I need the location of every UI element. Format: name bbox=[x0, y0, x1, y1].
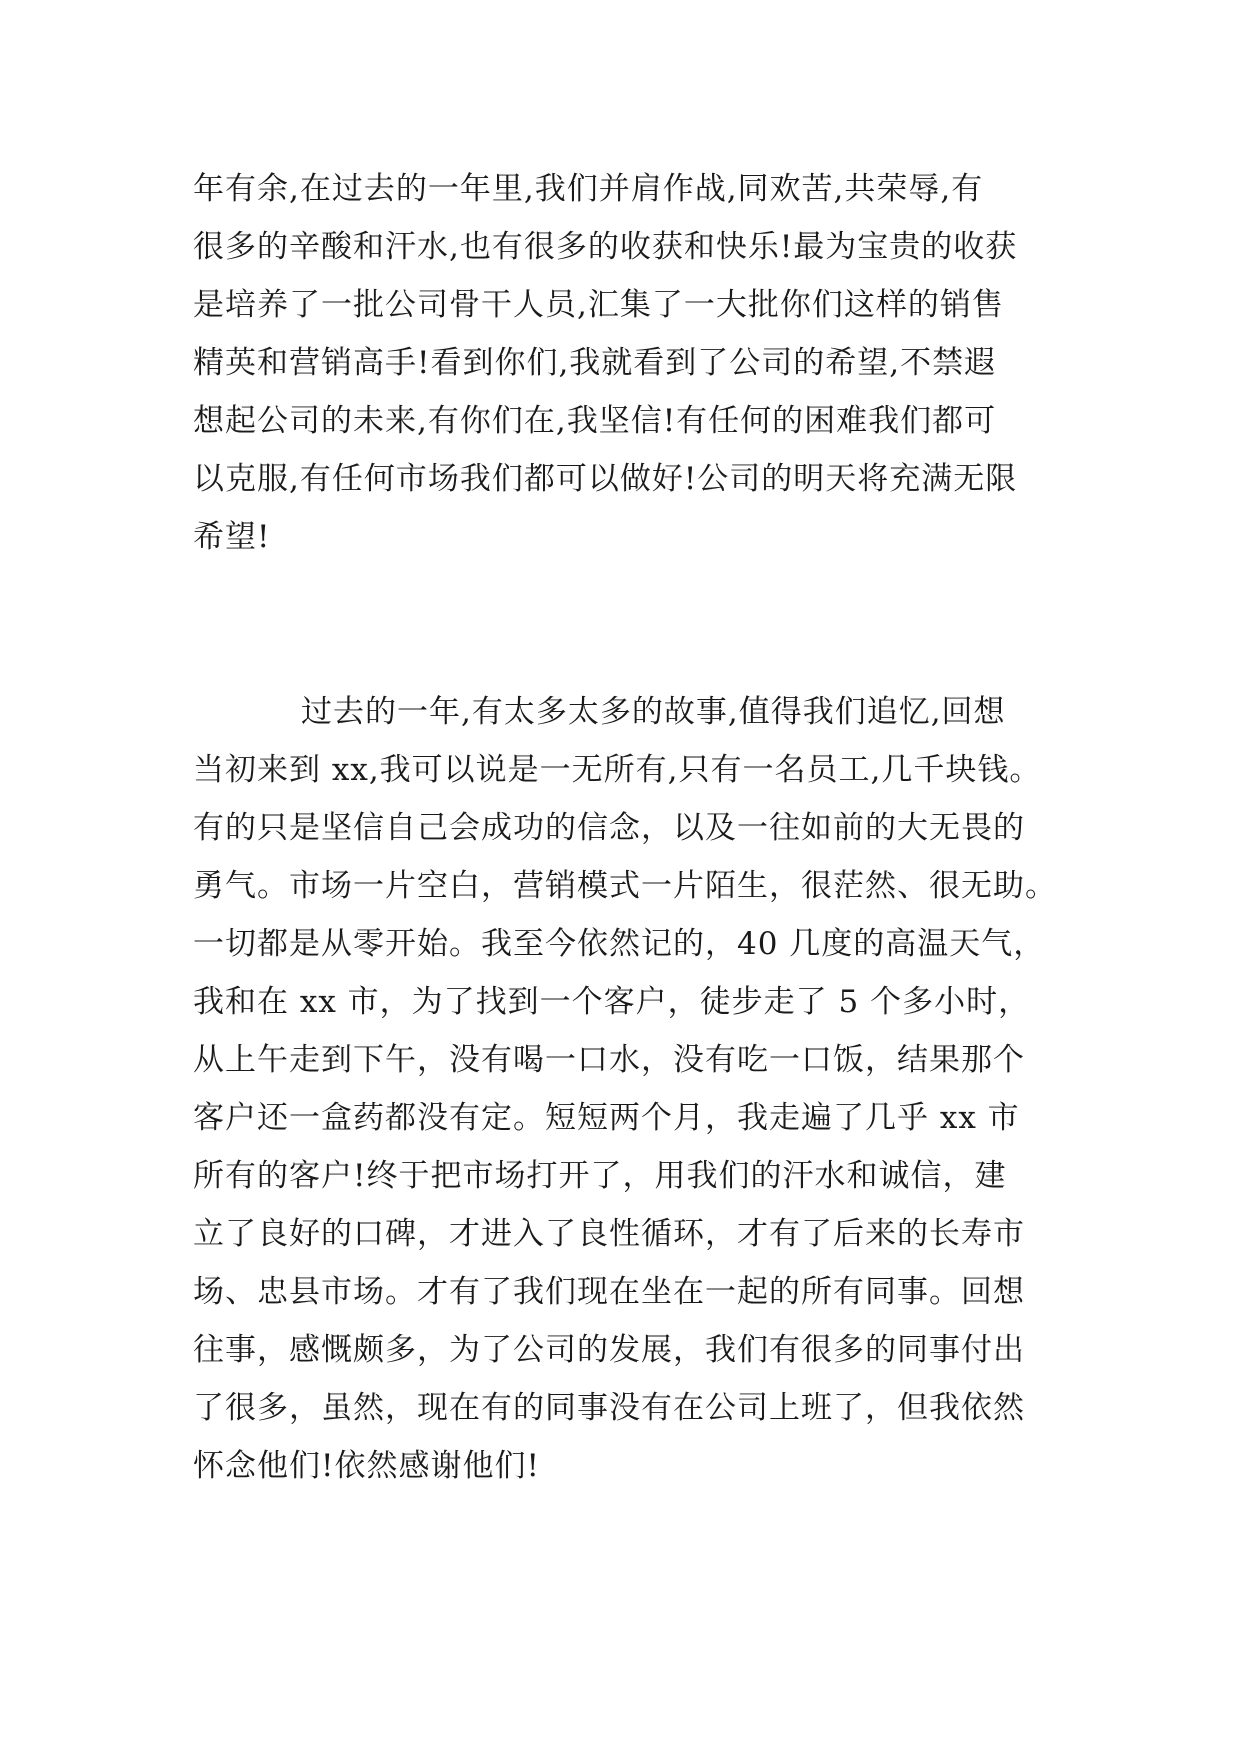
text-line: 怀念他们!依然感谢他们! bbox=[193, 1448, 540, 1484]
text-line: 当初来到 xx,我可以说是一无所有,只有一名员工,几千块钱。 bbox=[193, 752, 1042, 788]
text-line: 立了良好的口碑，才进入了良性循环，才有了后来的长寿市 bbox=[193, 1216, 1025, 1252]
text-line: 一切都是从零开始。我至今依然记的，40 几度的高温天气， bbox=[193, 926, 1046, 962]
text-line: 过去的一年,有太多太多的故事,值得我们追忆,回想 bbox=[301, 694, 1006, 730]
text-line: 是培养了一批公司骨干人员,汇集了一大批你们这样的销售 bbox=[193, 287, 1004, 323]
text-line: 有的只是坚信自己会成功的信念，以及一往如前的大无畏的 bbox=[193, 810, 1025, 846]
text-line: 场、忠县市场。才有了我们现在坐在一起的所有同事。回想 bbox=[193, 1274, 1025, 1310]
paragraph-1 bbox=[193, 160, 1073, 566]
text-line: 年有余,在过去的一年里,我们并肩作战,同欢苦,共荣辱,有 bbox=[193, 171, 984, 207]
text-line: 精英和营销高手!看到你们,我就看到了公司的希望,不禁遐 bbox=[193, 345, 997, 381]
text-line: 以克服,有任何市场我们都可以做好!公司的明天将充满无限 bbox=[193, 461, 1018, 497]
paragraph-2 bbox=[193, 683, 1073, 1495]
text-line: 往事，感慨颇多，为了公司的发展，我们有很多的同事付出 bbox=[193, 1332, 1025, 1368]
text-line: 很多的辛酸和汗水,也有很多的收获和快乐!最为宝贵的收获 bbox=[193, 229, 1018, 265]
text-line: 从上午走到下午，没有喝一口水，没有吃一口饭，结果那个 bbox=[193, 1042, 1025, 1078]
text-line: 勇气。市场一片空白，营销模式一片陌生，很茫然、很无助。 bbox=[193, 868, 1057, 904]
text-line: 我和在 xx 市，为了找到一个客户，徒步走了 5 个多小时， bbox=[193, 984, 1031, 1020]
text-line: 希望! bbox=[193, 519, 271, 555]
text-line: 了很多，虽然，现在有的同事没有在公司上班了，但我依然 bbox=[193, 1390, 1025, 1426]
text-line: 想起公司的未来,有你们在,我坚信!有任何的困难我们都可 bbox=[193, 403, 997, 439]
text-line: 所有的客户!终于把市场打开了，用我们的汗水和诚信，建 bbox=[193, 1158, 1007, 1194]
text-line: 客户还一盒药都没有定。短短两个月，我走遍了几乎 xx 市 bbox=[193, 1100, 1020, 1136]
